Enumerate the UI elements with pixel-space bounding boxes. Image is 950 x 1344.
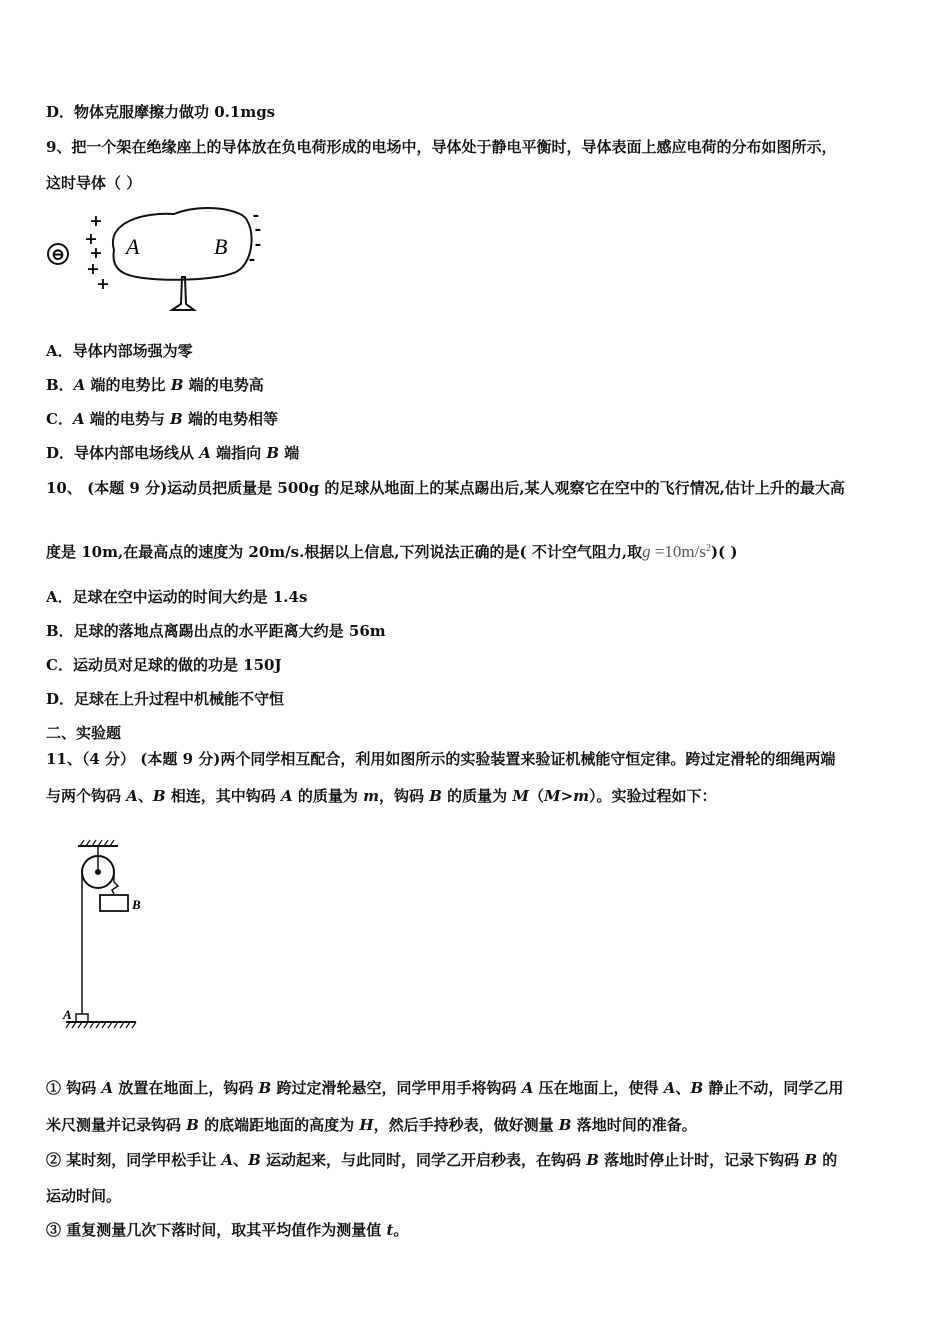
q9-conductor-figure xyxy=(44,200,274,318)
q10-option-c: C．运动员对足球的做的功是 150J xyxy=(46,656,282,674)
q11-stem-line2: 与两个钩码 A、B 相连，其中钩码 A 的质量为 m，钩码 B 的质量为 M（M>m）。实验过程如下： xyxy=(46,787,717,805)
insulated-stand xyxy=(172,277,194,310)
g-symbol: g xyxy=(642,542,651,561)
induced-plus-sign: + xyxy=(86,259,100,278)
section-heading: 二、实验题 xyxy=(46,724,122,742)
induced-plus-sign: + xyxy=(96,274,110,293)
q9-option-c: C．A 端的电势与 B 端的电势相等 xyxy=(46,410,278,428)
q10-stem-line1: 10、 (本题 9 分)运动员把质量是 500g 的足球从地面上的某点踢出后,某人观察它在空中的飞行情况,估计上升的最大高 xyxy=(46,479,845,497)
q11-step1-line2: 米尺测量并记录钩码 B 的底端距地面的高度为 H，然后手持秒表，做好测量 B 落地时间的准备。 xyxy=(46,1116,697,1134)
g-exponent: 2 xyxy=(705,543,711,554)
induced-minus-sign: - xyxy=(252,205,260,224)
q10-stem-line2: 度是 10m,在最高点的速度为 20m/s.根据以上信息,下列说法正确的是( 不计空气阻力,取$g =10m/s^2$)( ) xyxy=(46,542,738,561)
induced-minus-sign: - xyxy=(248,249,256,268)
q9-stem-line1: 9、把一个架在绝缘座上的导体放在负电荷形成的电场中，导体处于静电平衡时，导体表面上感应电荷的分布如图所示， xyxy=(46,138,837,156)
q11-step2-line2: 运动时间。 xyxy=(46,1187,122,1205)
induced-plus-sign: + xyxy=(84,229,98,248)
q11-step3: ③ 重复测量几次下落时间，取其平均值作为测量值 t。 xyxy=(46,1221,409,1239)
q9-option-a: A．导体内部场强为零 xyxy=(46,342,193,360)
label-a: A xyxy=(126,234,140,259)
q8-option-d: D．物体克服摩擦力做功 0.1mgs xyxy=(46,103,276,121)
weight-b xyxy=(100,895,128,911)
weight-a xyxy=(76,1014,88,1022)
induced-minus-sign: - xyxy=(254,234,262,253)
induced-plus-sign: + xyxy=(89,211,103,230)
q9-option-d: D．导体内部电场线从 A 端指向 B 端 xyxy=(46,444,300,462)
q11-stem-line1: 11、（4 分） (本题 9 分)两个同学相互配合，利用如图所示的实验装置来验证机械能守恒定律。跨过定滑轮的细绳两端 xyxy=(46,750,836,768)
label-b: B xyxy=(132,897,141,912)
q11-step1-line1: ① 钩码 A 放置在地面上，钩码 B 跨过定滑轮悬空，同学甲用手将钩码 A 压在地面上，使得 A、B 静止不动，同学乙用 xyxy=(46,1079,844,1097)
induced-minus-sign: - xyxy=(254,219,262,238)
q11-step2-line1: ② 某时刻，同学甲松手让 A、B 运动起来，与此同时，同学乙开启秒表，在钩码 B 落地时停止计时，记录下钩码 B 的 xyxy=(46,1151,838,1169)
q9-stem-line2: 这时导体（ ） xyxy=(46,174,142,192)
label-a: A xyxy=(63,1007,72,1022)
negative-charge-symbol: ⊖ xyxy=(50,245,66,265)
q9-option-b: B．A 端的电势比 B 端的电势高 xyxy=(46,376,264,394)
g-value: =10m/s xyxy=(650,542,706,561)
induced-plus-sign: + xyxy=(89,243,103,262)
q11-pulley-figure xyxy=(60,838,160,1032)
q10-option-a: A．足球在空中运动的时间大约是 1.4s xyxy=(46,588,308,606)
q10-option-d: D．足球在上升过程中机械能不守恒 xyxy=(46,690,285,708)
label-b: B xyxy=(214,234,228,259)
pulley-axle xyxy=(95,869,101,875)
q10-option-b: B．足球的落地点离踢出点的水平距离大约是 56m xyxy=(46,622,386,640)
